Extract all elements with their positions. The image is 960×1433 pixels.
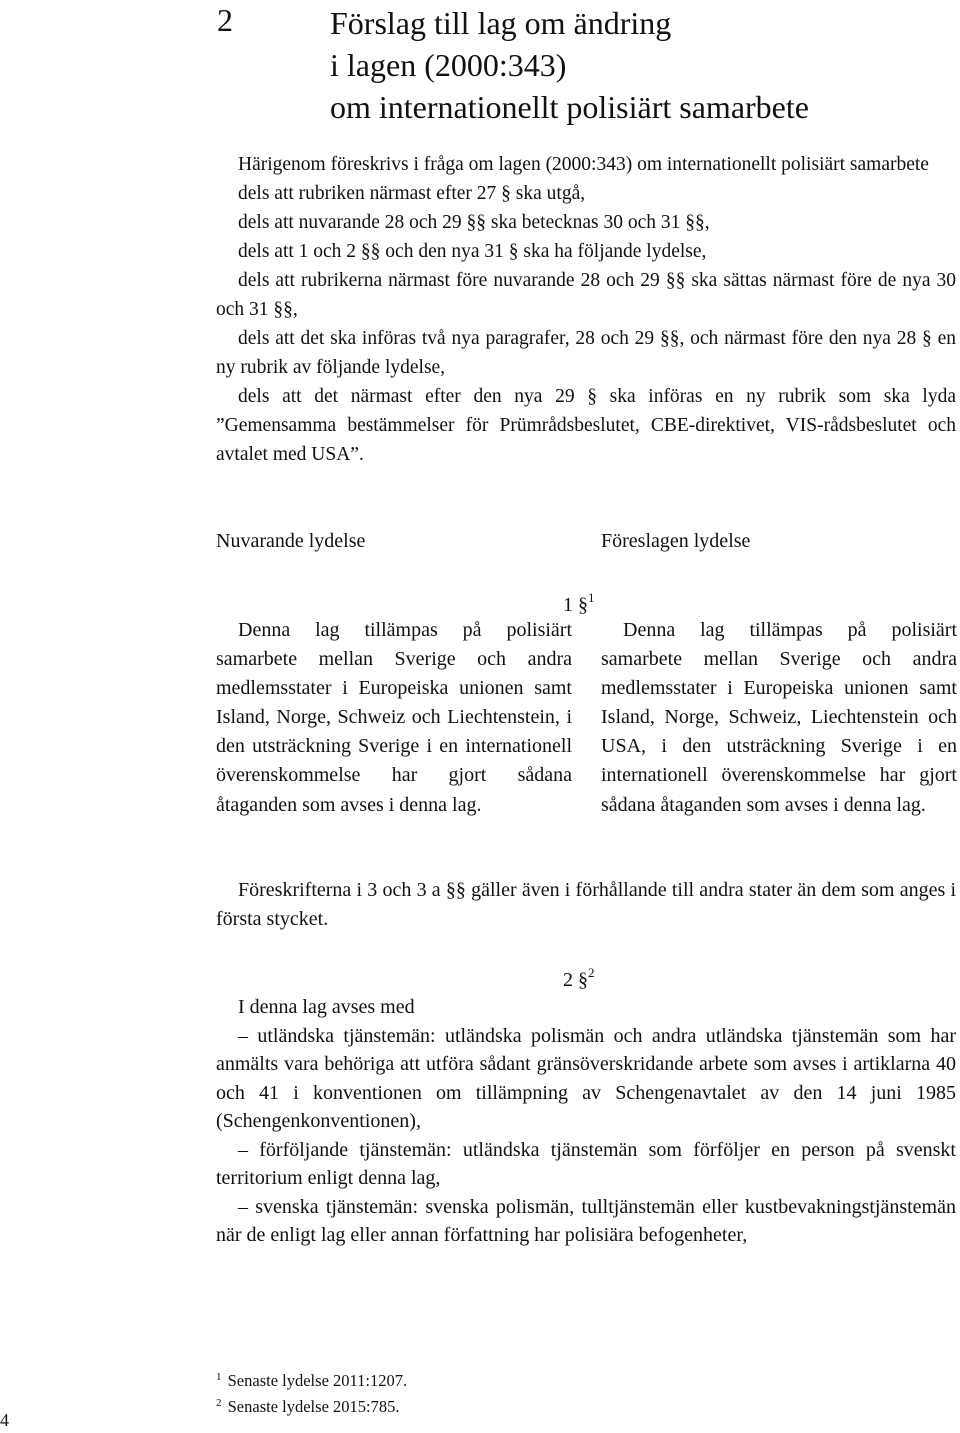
footnote-mark: 2 <box>216 1397 222 1409</box>
title-line: om internationellt polisiärt samarbete <box>330 89 809 125</box>
column-header-proposed: Föreslagen lydelse <box>601 530 751 552</box>
title-line: Förslag till lag om ändring <box>330 5 672 41</box>
definition-item: – förföljande tjänstemän: utländska tjänstemän som förföljer en person på svenskt territorium enligt denna lag, <box>216 1138 956 1189</box>
proposed-paragraph: Denna lag tillämpas på polisiärt samarbete mellan Sverige och andra medlemsstater i Europeiska unionen samt Island, Norge, Schweiz, Liechtenstein och USA, i den utsträckning Sverige i en internationell överenskommelse har gjort sådana åtaganden som avses i denna lag. <box>601 619 957 816</box>
intro-clause: dels att det närmast efter den nya 29 § ska införas en ny rubrik som ska lyda ”Gemensamma bestämmelser för Prümrådsbeslutet, CBE-direktivet, VIS-rådsbeslutet och avtalet med USA”. <box>216 386 956 465</box>
current-paragraph: Denna lag tillämpas på polisiärt samarbete mellan Sverige och andra medlemsstater i Europeiska unionen samt Island, Norge, Schweiz och Liechtenstein, i den utsträckning Sverige i en internationell överenskommelse har gjort sådana åtaganden som avses i denna lag. <box>216 619 572 816</box>
column-header-current: Nuvarande lydelse <box>216 530 366 552</box>
shared-paragraph-text: Föreskrifterna i 3 och 3 a §§ gäller även i förhållande till andra stater än dem som anges i första stycket. <box>216 879 956 930</box>
intro-preamble: Härigenom föreskrivs i fråga om lagen (2000:343) om internationellt polisiärt samarbete <box>238 154 929 175</box>
footnote-reference: 2 <box>588 965 595 980</box>
section-2-body <box>216 993 956 1250</box>
footnotes <box>216 1366 407 1418</box>
footnote-mark: 1 <box>216 1371 222 1383</box>
footnote-text: Senaste lydelse 2015:785. <box>227 1397 400 1416</box>
shared-paragraph <box>216 876 956 933</box>
intro-clause: dels att nuvarande 28 och 29 §§ ska betecknas 30 och 31 §§, <box>238 212 710 233</box>
title-line: i lagen (2000:343) <box>330 47 567 83</box>
chapter-number: 2 <box>217 2 233 38</box>
introductory-text <box>216 150 956 469</box>
intro-clause: dels att 1 och 2 §§ och den nya 31 § ska ha följande lydelse, <box>238 241 707 262</box>
section-1-heading <box>563 590 595 617</box>
section-2-lead: I denna lag avses med <box>238 996 415 1018</box>
intro-clause: dels att rubrikerna närmast före nuvarande 28 och 29 §§ ska sättas närmast före de nya 30 och 31 §§, <box>216 270 956 320</box>
footnote-text: Senaste lydelse 2011:1207. <box>227 1371 408 1390</box>
definition-item: – utländska tjänstemän: utländska polismän och andra utländska tjänstemän som har anmälts vara behöriga att utföra sådant gränsöverskridande arbete som avses i artiklarna 40 och 41 i konventionen om tillämpning av Schengenavtalet av den 14 juni 1985 (Schengenkonventionen), <box>216 1024 956 1132</box>
intro-clause: dels att det ska införas två nya paragrafer, 28 och 29 §§, och närmast före den nya 28 § en ny rubrik av följande lydelse, <box>216 328 956 378</box>
chapter-title <box>330 2 809 128</box>
footnote-reference: 1 <box>588 590 595 605</box>
footnote <box>216 1366 407 1392</box>
section-label: 1 § <box>563 594 588 616</box>
proposed-wording-column <box>601 616 957 820</box>
current-wording-column <box>216 616 572 820</box>
footnote <box>216 1392 407 1418</box>
section-label: 2 § <box>563 969 588 991</box>
definition-item: – svenska tjänstemän: svenska polismän, tulltjänstemän eller kustbevakningstjänstemän när de enligt lag eller annan författning har polisiära befogenheter, <box>216 1195 956 1246</box>
page-number: 4 <box>0 1410 9 1430</box>
section-2-heading <box>563 965 595 992</box>
intro-clause: dels att rubriken närmast efter 27 § ska utgå, <box>238 183 586 204</box>
